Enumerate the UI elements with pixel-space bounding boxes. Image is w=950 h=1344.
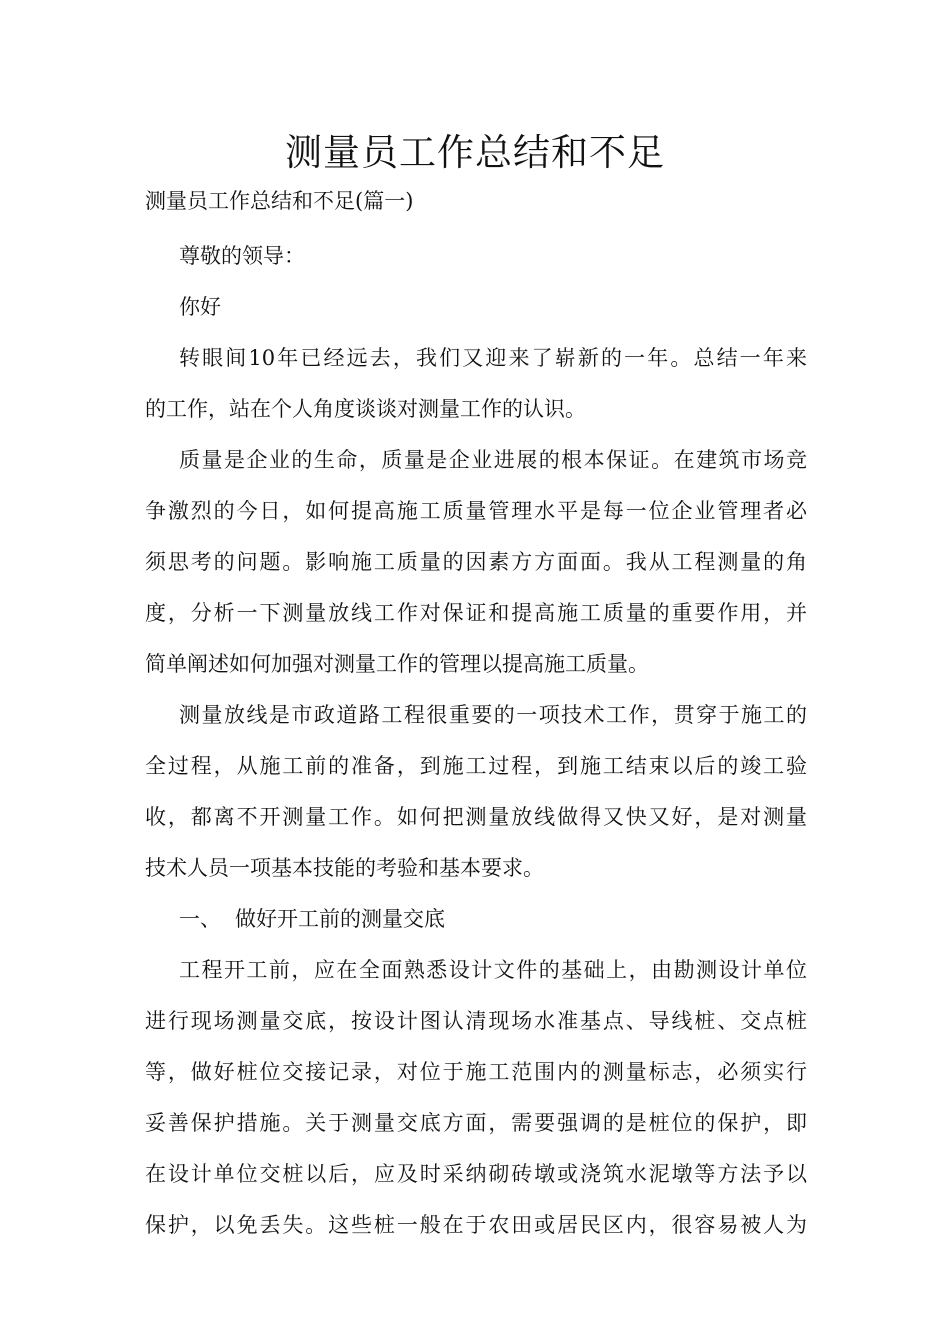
greeting: 你好 (179, 295, 221, 319)
paragraph-line: 技术人员一项基本技能的考验和基本要求。 (145, 856, 544, 880)
paragraph-line: 妥善保护措施。关于测量交底方面，需要强调的是桩位的保护，即 (145, 1111, 807, 1135)
paragraph-line: 在设计单位交桩以后，应及时采纳砌砖墩或浇筑水泥墩等方法予以 (145, 1162, 807, 1186)
paragraph-line: 保护，以免丢失。这些桩一般在于农田或居民区内，很容易被人为 (145, 1213, 807, 1237)
paragraph-3 (145, 690, 807, 894)
section-heading (145, 894, 807, 945)
paragraph-line: 争激烈的今日，如何提高施工质量管理水平是每一位企业管理者必 (145, 499, 807, 523)
paragraph-line: 转眼间10年已经远去，我们又迎来了崭新的一年。总结一年来 (179, 346, 807, 370)
paragraph-2 (145, 435, 807, 690)
paragraph-line: 全过程，从施工前的准备，到施工过程，到施工结束以后的竣工验 (145, 754, 807, 778)
paragraph-1 (145, 333, 807, 435)
paragraph-line: 进行现场测量交底，按设计图认清现场水准基点、导线桩、交点桩 (145, 1009, 807, 1033)
salutation: 尊敬的领导： (179, 244, 305, 268)
paragraph-line: 收，都离不开测量工作。如何把测量放线做得又快又好，是对测量 (145, 805, 807, 829)
section-heading-text: 做好开工前的测量交底 (235, 907, 445, 931)
document-title: 测量员工作总结和不足 (285, 131, 665, 174)
document-body (145, 231, 807, 1251)
paragraph-line: 的工作，站在个人角度谈谈对测量工作的认识。 (145, 397, 586, 421)
paragraph-line: 度，分析一下测量放线工作对保证和提高施工质量的重要作用，并 (145, 601, 807, 625)
paragraph-line: 等，做好桩位交接记录，对位于施工范围内的测量标志，必须实行 (145, 1060, 807, 1084)
section-paragraph (145, 945, 807, 1251)
paragraph-line: 工程开工前，应在全面熟悉设计文件的基础上，由勘测设计单位 (179, 958, 807, 982)
section-heading-number: 一、 (179, 907, 221, 931)
paragraph-line: 测量放线是市政道路工程很重要的一项技术工作，贯穿于施工的 (179, 703, 807, 727)
paragraph-line: 须思考的问题。影响施工质量的因素方方面面。我从工程测量的角 (145, 550, 807, 574)
paragraph-line: 质量是企业的生命，质量是企业进展的根本保证。在建筑市场竞 (179, 448, 807, 472)
paragraph-line: 简单阐述如何加强对测量工作的管理以提高施工质量。 (145, 652, 649, 676)
document-subtitle: 测量员工作总结和不足(篇一) (145, 189, 414, 213)
